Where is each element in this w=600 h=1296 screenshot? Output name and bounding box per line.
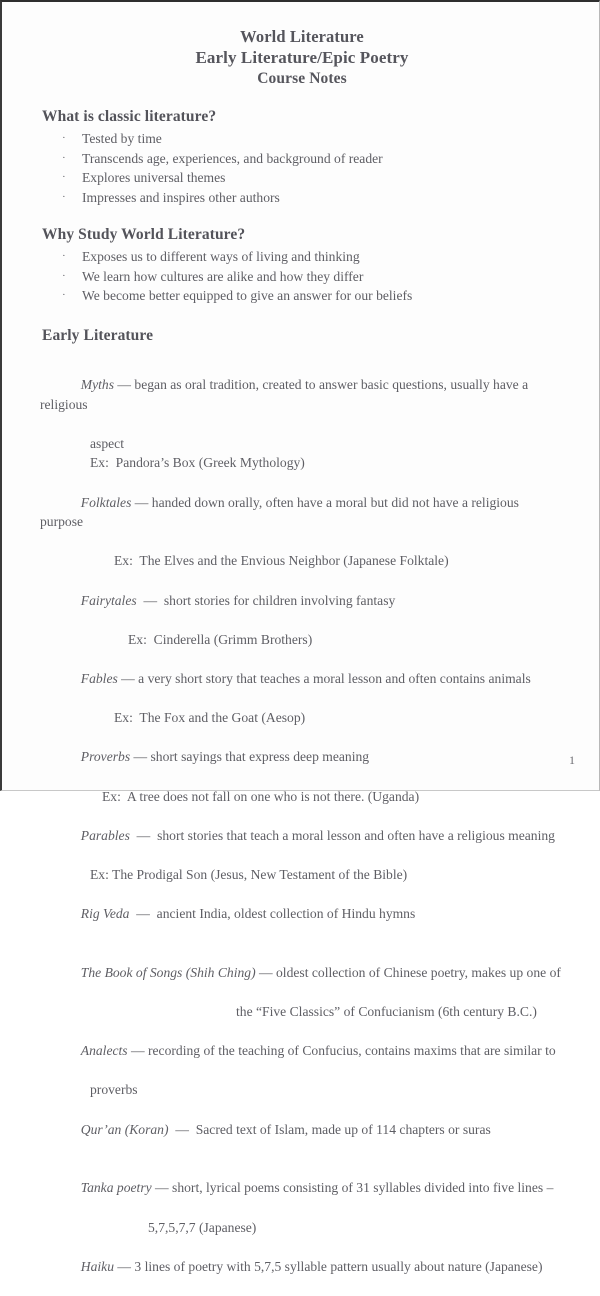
definition-dash: — [129,906,156,921]
definition-dash: — [169,1122,196,1137]
definition-dash: — [152,1180,172,1195]
bullet-icon: · [62,129,66,149]
definition-entry [40,1159,564,1237]
list-item-label: Transcends age, experiences, and background of reader [82,151,383,166]
list-item [40,188,564,208]
definition-dash: — [128,1043,148,1058]
definition-main-line [40,571,564,630]
definition-dash: — [130,828,157,843]
section-spacer [40,306,564,326]
list-item [40,286,564,306]
definition-text: a very short story that teaches a moral lesson and often contains animals [138,671,531,686]
definition-main-line [40,649,564,708]
section-spacer [40,207,564,225]
definition-term: Proverbs [81,749,130,764]
definition-example: Ex: The Prodigal Son (Jesus, New Testament of the Bible) [40,865,564,885]
list-item-label: Exposes us to different ways of living and thinking [82,249,360,264]
section-why-study [40,225,564,306]
definition-term: Fairytales [81,593,137,608]
definition-main-line [40,1237,564,1296]
definition-term: Analects [81,1043,128,1058]
bullet-list [40,129,564,207]
definition-main-line [40,1159,564,1218]
definition-continuation: proverbs [40,1080,564,1100]
definition-text: 3 lines of poetry with 5,7,5 syllable pattern usually about nature (Japanese) [134,1259,542,1274]
definition-example: Ex: The Elves and the Envious Neighbor (Japanese Folktale) [40,551,564,571]
document-title-line-2: Early Literature/Epic Poetry [40,47,564,68]
definition-text: short sayings that express deep meaning [151,749,370,764]
definition-continuation: aspect [40,434,564,454]
definition-entry [40,1237,564,1296]
definition-main-line [40,356,564,434]
definition-dash: — [118,671,138,686]
bullet-icon: · [62,286,66,306]
definition-dash: — [137,593,164,608]
bullet-list [40,247,564,306]
definition-entry [40,885,564,944]
definition-entry [40,728,564,806]
bullet-icon: · [62,247,66,267]
definition-main-line [40,885,564,944]
definition-text: Sacred text of Islam, made up of 114 chapters or suras [196,1122,491,1137]
page-sheet [2,2,598,789]
document-title-line-3: Course Notes [40,68,564,89]
section-early-literature [40,326,564,1296]
definition-term: Qur’an (Koran) [81,1122,169,1137]
definition-example: Ex: Pandora’s Box (Greek Mythology) [40,453,564,473]
definition-example: Ex: Cinderella (Grimm Brothers) [40,630,564,650]
list-item [40,168,564,188]
definition-list [40,356,564,1296]
section-classic-literature [40,107,564,207]
definition-dash: — [114,1259,134,1274]
definition-term: Parables [81,828,130,843]
list-item-label: Explores universal themes [82,170,225,185]
definition-main-line [40,943,564,1002]
definition-text: recording of the teaching of Confucius, contains maxims that are similar to [148,1043,556,1058]
definition-entry [40,1022,564,1100]
definition-entry [40,473,564,571]
bullet-icon: · [62,188,66,208]
definition-continuation: 5,7,5,7,7 (Japanese) [40,1218,564,1238]
definition-text: handed down orally, often have a moral but did not have a religious purpose [40,495,522,530]
definition-text: short stories for children involving fantasy [164,593,395,608]
bullet-icon: · [62,267,66,287]
bullet-icon: · [62,149,66,169]
definition-continuation: the “Five Classics” of Confucianism (6th century B.C.) [40,1002,564,1022]
list-item-label: Impresses and inspires other authors [82,190,280,205]
definition-main-line [40,1100,564,1159]
definition-term: Folktales [81,495,132,510]
list-item-label: We become better equipped to give an answer for our beliefs [82,288,412,303]
definition-entry [40,356,564,474]
list-item [40,247,564,267]
definition-term: Rig Veda [81,906,130,921]
definition-example: Ex: A tree does not fall on one who is not there. (Uganda) [40,787,564,807]
definition-main-line [40,806,564,865]
definition-entry [40,571,564,649]
definition-term: The Book of Songs (Shih Ching) [81,965,256,980]
list-item-label: We learn how cultures are alike and how they differ [82,269,363,284]
definition-entry [40,806,564,884]
list-item [40,129,564,149]
list-item [40,149,564,169]
definition-example: Ex: The Fox and the Goat (Aesop) [40,708,564,728]
definition-dash: — [256,965,276,980]
definition-term: Haiku [81,1259,114,1274]
bullet-icon: · [62,168,66,188]
page-number: 1 [569,753,575,768]
definition-text: ancient India, oldest collection of Hindu hymns [157,906,416,921]
definition-main-line [40,1022,564,1081]
definition-text: short, lyrical poems consisting of 31 syllables divided into five lines – [172,1180,553,1195]
definition-entry [40,649,564,727]
definition-term: Myths [81,377,114,392]
definition-entry [40,943,564,1021]
definition-main-line [40,728,564,787]
definition-dash: — [114,377,134,392]
definition-dash: — [130,749,150,764]
list-item [40,267,564,287]
definition-text: short stories that teach a moral lesson and often have a religious meaning [157,828,555,843]
section-heading: What is classic literature? [42,107,564,127]
document-title-line-1: World Literature [40,26,564,47]
definition-term: Fables [81,671,118,686]
section-heading: Early Literature [42,326,564,346]
definition-main-line [40,473,564,551]
section-heading: Why Study World Literature? [42,225,564,245]
definition-dash: — [131,495,151,510]
definition-text: began as oral tradition, created to answer basic questions, usually have a religious [40,377,532,412]
list-item-label: Tested by time [82,131,162,146]
definition-term: Tanka poetry [81,1180,152,1195]
definition-entry [40,1100,564,1159]
document-title-block [40,26,564,89]
definition-text: oldest collection of Chinese poetry, makes up one of [276,965,561,980]
